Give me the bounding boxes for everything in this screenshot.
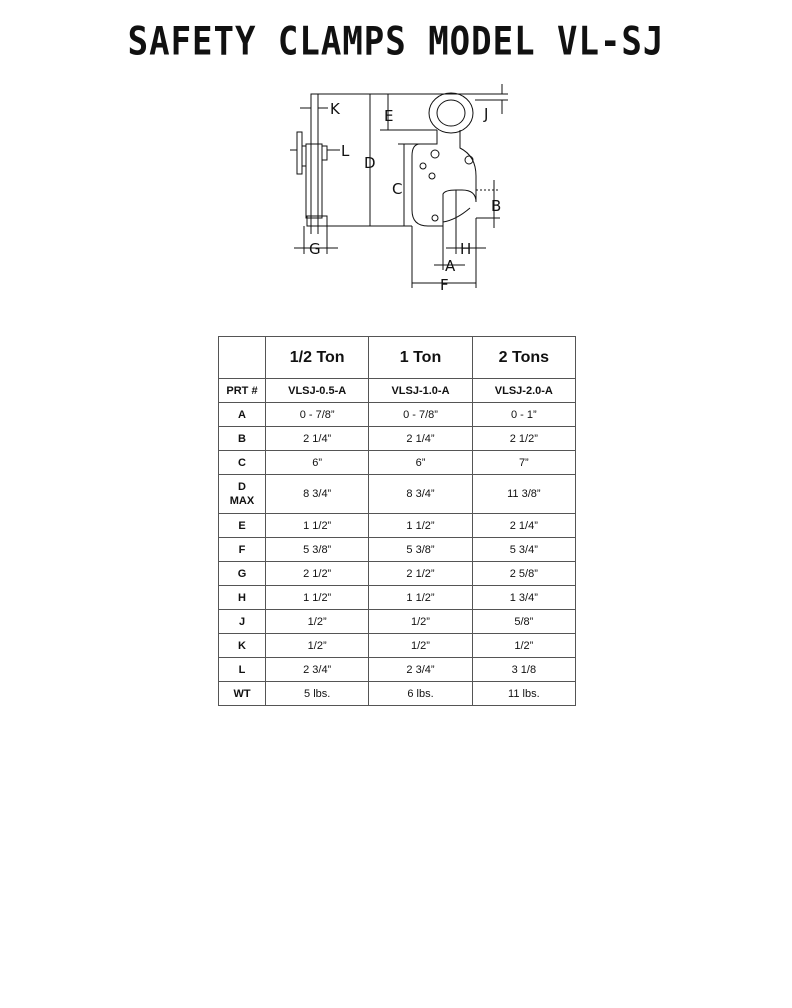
table-cell: 5 3/8” xyxy=(369,538,472,562)
table-cell: 0 - 7/8” xyxy=(266,403,369,427)
table-cell: 2 1/4” xyxy=(369,427,472,451)
page-title: SAFETY CLAMPS MODEL VL-SJ xyxy=(127,19,665,65)
row-label: E xyxy=(219,514,266,538)
lifting-eye xyxy=(429,93,473,133)
table-header-row xyxy=(219,337,576,379)
table-cell: 2 1/4” xyxy=(472,514,575,538)
table-cell: 1/2” xyxy=(472,634,575,658)
dim-label-k: K xyxy=(330,100,340,118)
table-cell: 6” xyxy=(266,451,369,475)
table-cell: VLSJ-0.5-A xyxy=(266,379,369,403)
table-row xyxy=(219,682,576,706)
row-label: F xyxy=(219,538,266,562)
table-cell: 3 1/8 xyxy=(472,658,575,682)
table-cell: 0 - 7/8” xyxy=(369,403,472,427)
table-cell: 6 lbs. xyxy=(369,682,472,706)
table-row xyxy=(219,451,576,475)
side-view-plate xyxy=(311,94,318,226)
table-cell: 8 3/4” xyxy=(369,475,472,514)
dim-label-b: B xyxy=(491,197,502,215)
dim-label-d: D xyxy=(364,154,376,172)
table-cell: 1/2” xyxy=(266,610,369,634)
row-label: K xyxy=(219,634,266,658)
row-label: A xyxy=(219,403,266,427)
table-row xyxy=(219,427,576,451)
row-label-line: MAX xyxy=(229,495,255,507)
table-cell: 5/8” xyxy=(472,610,575,634)
column-header: 1/2 Ton xyxy=(266,337,369,379)
table-cell: 1 1/2” xyxy=(369,514,472,538)
table-cell: 1 1/2” xyxy=(266,586,369,610)
row-label: PRT # xyxy=(219,379,266,403)
dim-label-h: H xyxy=(460,240,472,258)
table-cell: 1 1/2” xyxy=(369,586,472,610)
table-cell: 2 3/4” xyxy=(369,658,472,682)
table-row xyxy=(219,403,576,427)
table-cell: 1 3/4” xyxy=(472,586,575,610)
specification-table xyxy=(218,336,576,706)
row-label: J xyxy=(219,610,266,634)
dim-label-e: E xyxy=(384,107,394,125)
table-cell: 1/2” xyxy=(266,634,369,658)
table-cell: 8 3/4” xyxy=(266,475,369,514)
column-header: 1 Ton xyxy=(369,337,472,379)
corner-cell xyxy=(219,337,266,379)
table-cell: VLSJ-2.0-A xyxy=(472,379,575,403)
row-label: B xyxy=(219,427,266,451)
table-cell: 1/2” xyxy=(369,610,472,634)
row-label-line: D xyxy=(238,481,246,493)
dim-label-c: C xyxy=(392,180,403,198)
table-cell: 7” xyxy=(472,451,575,475)
clamp-dimension-diagram xyxy=(280,84,520,294)
table-row xyxy=(219,586,576,610)
table-cell: 0 - 1” xyxy=(472,403,575,427)
row-label: L xyxy=(219,658,266,682)
dim-label-f: F xyxy=(440,276,449,294)
table-cell: 6” xyxy=(369,451,472,475)
row-label: WT xyxy=(219,682,266,706)
table-cell: 11 3/8” xyxy=(472,475,575,514)
table-row xyxy=(219,379,576,403)
table-row xyxy=(219,634,576,658)
table-cell: 5 3/8” xyxy=(266,538,369,562)
table-cell: 5 3/4” xyxy=(472,538,575,562)
table-cell: 2 3/4” xyxy=(266,658,369,682)
dim-label-g: G xyxy=(309,240,321,258)
table-row xyxy=(219,538,576,562)
table-cell: 2 1/2” xyxy=(369,562,472,586)
table-cell: 11 lbs. xyxy=(472,682,575,706)
table-cell: 1/2” xyxy=(369,634,472,658)
table-cell: 1 1/2” xyxy=(266,514,369,538)
table-row xyxy=(219,562,576,586)
table-cell: VLSJ-1.0-A xyxy=(369,379,472,403)
table-row xyxy=(219,475,576,514)
row-label: H xyxy=(219,586,266,610)
column-header: 2 Tons xyxy=(472,337,575,379)
table-cell: 2 1/2” xyxy=(266,562,369,586)
row-label xyxy=(219,475,266,514)
table-row xyxy=(219,514,576,538)
dim-label-a: A xyxy=(445,257,456,275)
table-cell: 2 1/4” xyxy=(266,427,369,451)
table-cell: 2 5/8” xyxy=(472,562,575,586)
clamp-drawing xyxy=(280,84,520,294)
table-cell: 2 1/2” xyxy=(472,427,575,451)
dim-label-l: L xyxy=(341,142,350,160)
table-row xyxy=(219,658,576,682)
row-label: G xyxy=(219,562,266,586)
table-row xyxy=(219,610,576,634)
clamp-body xyxy=(412,130,476,226)
dim-label-j: J xyxy=(484,105,489,123)
table-cell: 5 lbs. xyxy=(266,682,369,706)
row-label: C xyxy=(219,451,266,475)
